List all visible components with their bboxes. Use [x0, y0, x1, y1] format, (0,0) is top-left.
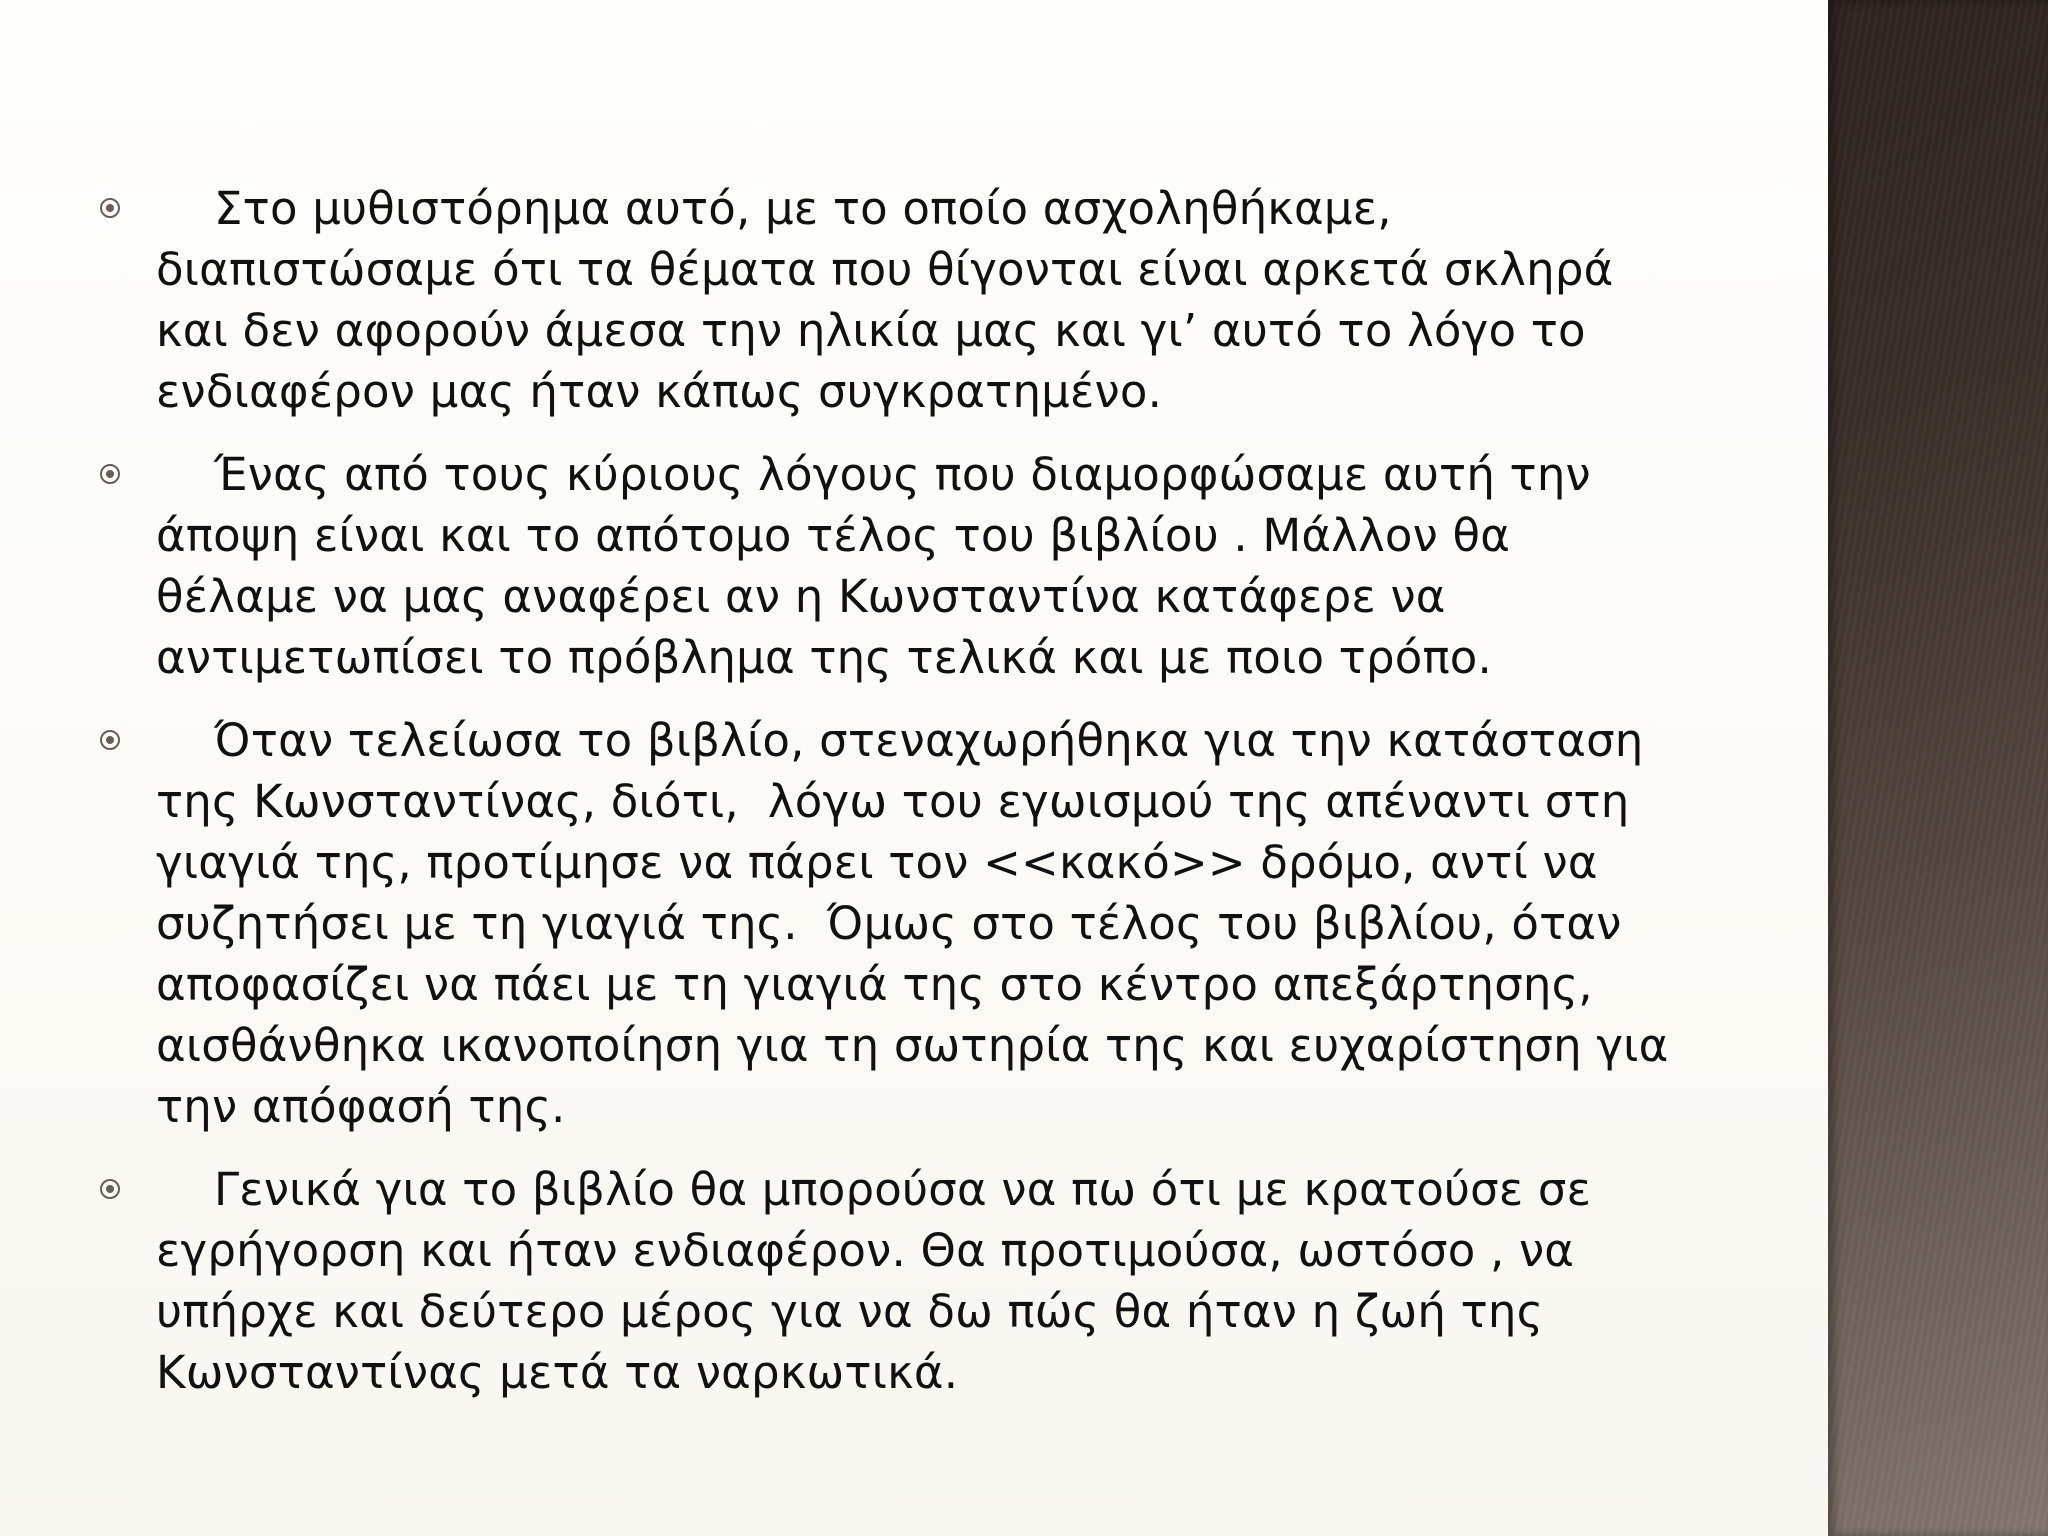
bullet-item	[96, 178, 1696, 422]
circled-dot-bullet-icon	[100, 198, 120, 218]
bullet-line: Ένας από τους κύριους λόγους που διαμορφώσαμε αυτή την	[156, 448, 1591, 501]
bullet-line: Κωνσταντίνας μετά τα ναρκωτικά.	[156, 1346, 959, 1399]
bullet-item	[96, 710, 1696, 1137]
bullet-line: ενδιαφέρον μας ήταν κάπως συγκρατημένο.	[156, 365, 1163, 418]
decorative-side-panel	[1828, 0, 2048, 1536]
bullet-line: διαπιστώσαμε ότι τα θέματα που θίγονται είναι αρκετά σκληρά	[156, 243, 1614, 296]
bullet-line: Γενικά για το βιβλίο θα μπορούσα να πω ότι με κρατούσε σε	[156, 1163, 1592, 1216]
bullet-line: συζητήσει με τη γιαγιά της. Όμως στο τέλος του βιβλίου, όταν	[156, 897, 1622, 950]
bullet-line: αποφασίζει να πάει με τη γιαγιά της στο κέντρο απεξάρτησης,	[156, 958, 1593, 1011]
circled-dot-bullet-icon	[100, 730, 120, 750]
bullet-line: υπήρχε και δεύτερο μέρος για να δω πώς θα ήταν η ζωή της	[156, 1285, 1544, 1338]
bullet-line: αντιμετωπίσει το πρόβλημα της τελικά και με ποιο τρόπο.	[156, 631, 1492, 684]
bullet-line: της Κωνσταντίνας, διότι, λόγω του εγωισμού της απέναντι στη	[156, 775, 1630, 828]
bullet-line: άποψη είναι και το απότομο τέλος του βιβλίου . Μάλλον θα	[156, 509, 1511, 562]
bullet-line: εγρήγορση και ήταν ενδιαφέρον. Θα προτιμούσα, ωστόσο , να	[156, 1224, 1575, 1277]
circled-dot-bullet-icon	[100, 464, 120, 484]
bullet-item	[96, 444, 1696, 688]
bullet-line: Στο μυθιστόρημα αυτό, με το οποίο ασχοληθήκαμε,	[156, 182, 1392, 235]
circled-dot-bullet-icon	[100, 1179, 120, 1199]
bullet-line: θέλαμε να μας αναφέρει αν η Κωνσταντίνα κατάφερε να	[156, 570, 1446, 623]
side-panel-texture	[1828, 0, 2048, 1536]
bullet-line: την απόφασή της.	[156, 1080, 566, 1133]
bullet-line: γιαγιά της, προτίμησε να πάρει τον <<κακό>> δρόμο, αντί να	[156, 836, 1598, 889]
bullet-line: Όταν τελείωσα το βιβλίο, στεναχωρήθηκα για την κατάσταση	[156, 714, 1644, 767]
bullet-item	[96, 1159, 1696, 1403]
bullet-list	[96, 178, 1696, 1425]
bullet-line: και δεν αφορούν άμεσα την ηλικία μας και γι’ αυτό το λόγο το	[156, 304, 1586, 357]
bullet-line: αισθάνθηκα ικανοποίηση για τη σωτηρία της και ευχαρίστηση για	[156, 1019, 1669, 1072]
